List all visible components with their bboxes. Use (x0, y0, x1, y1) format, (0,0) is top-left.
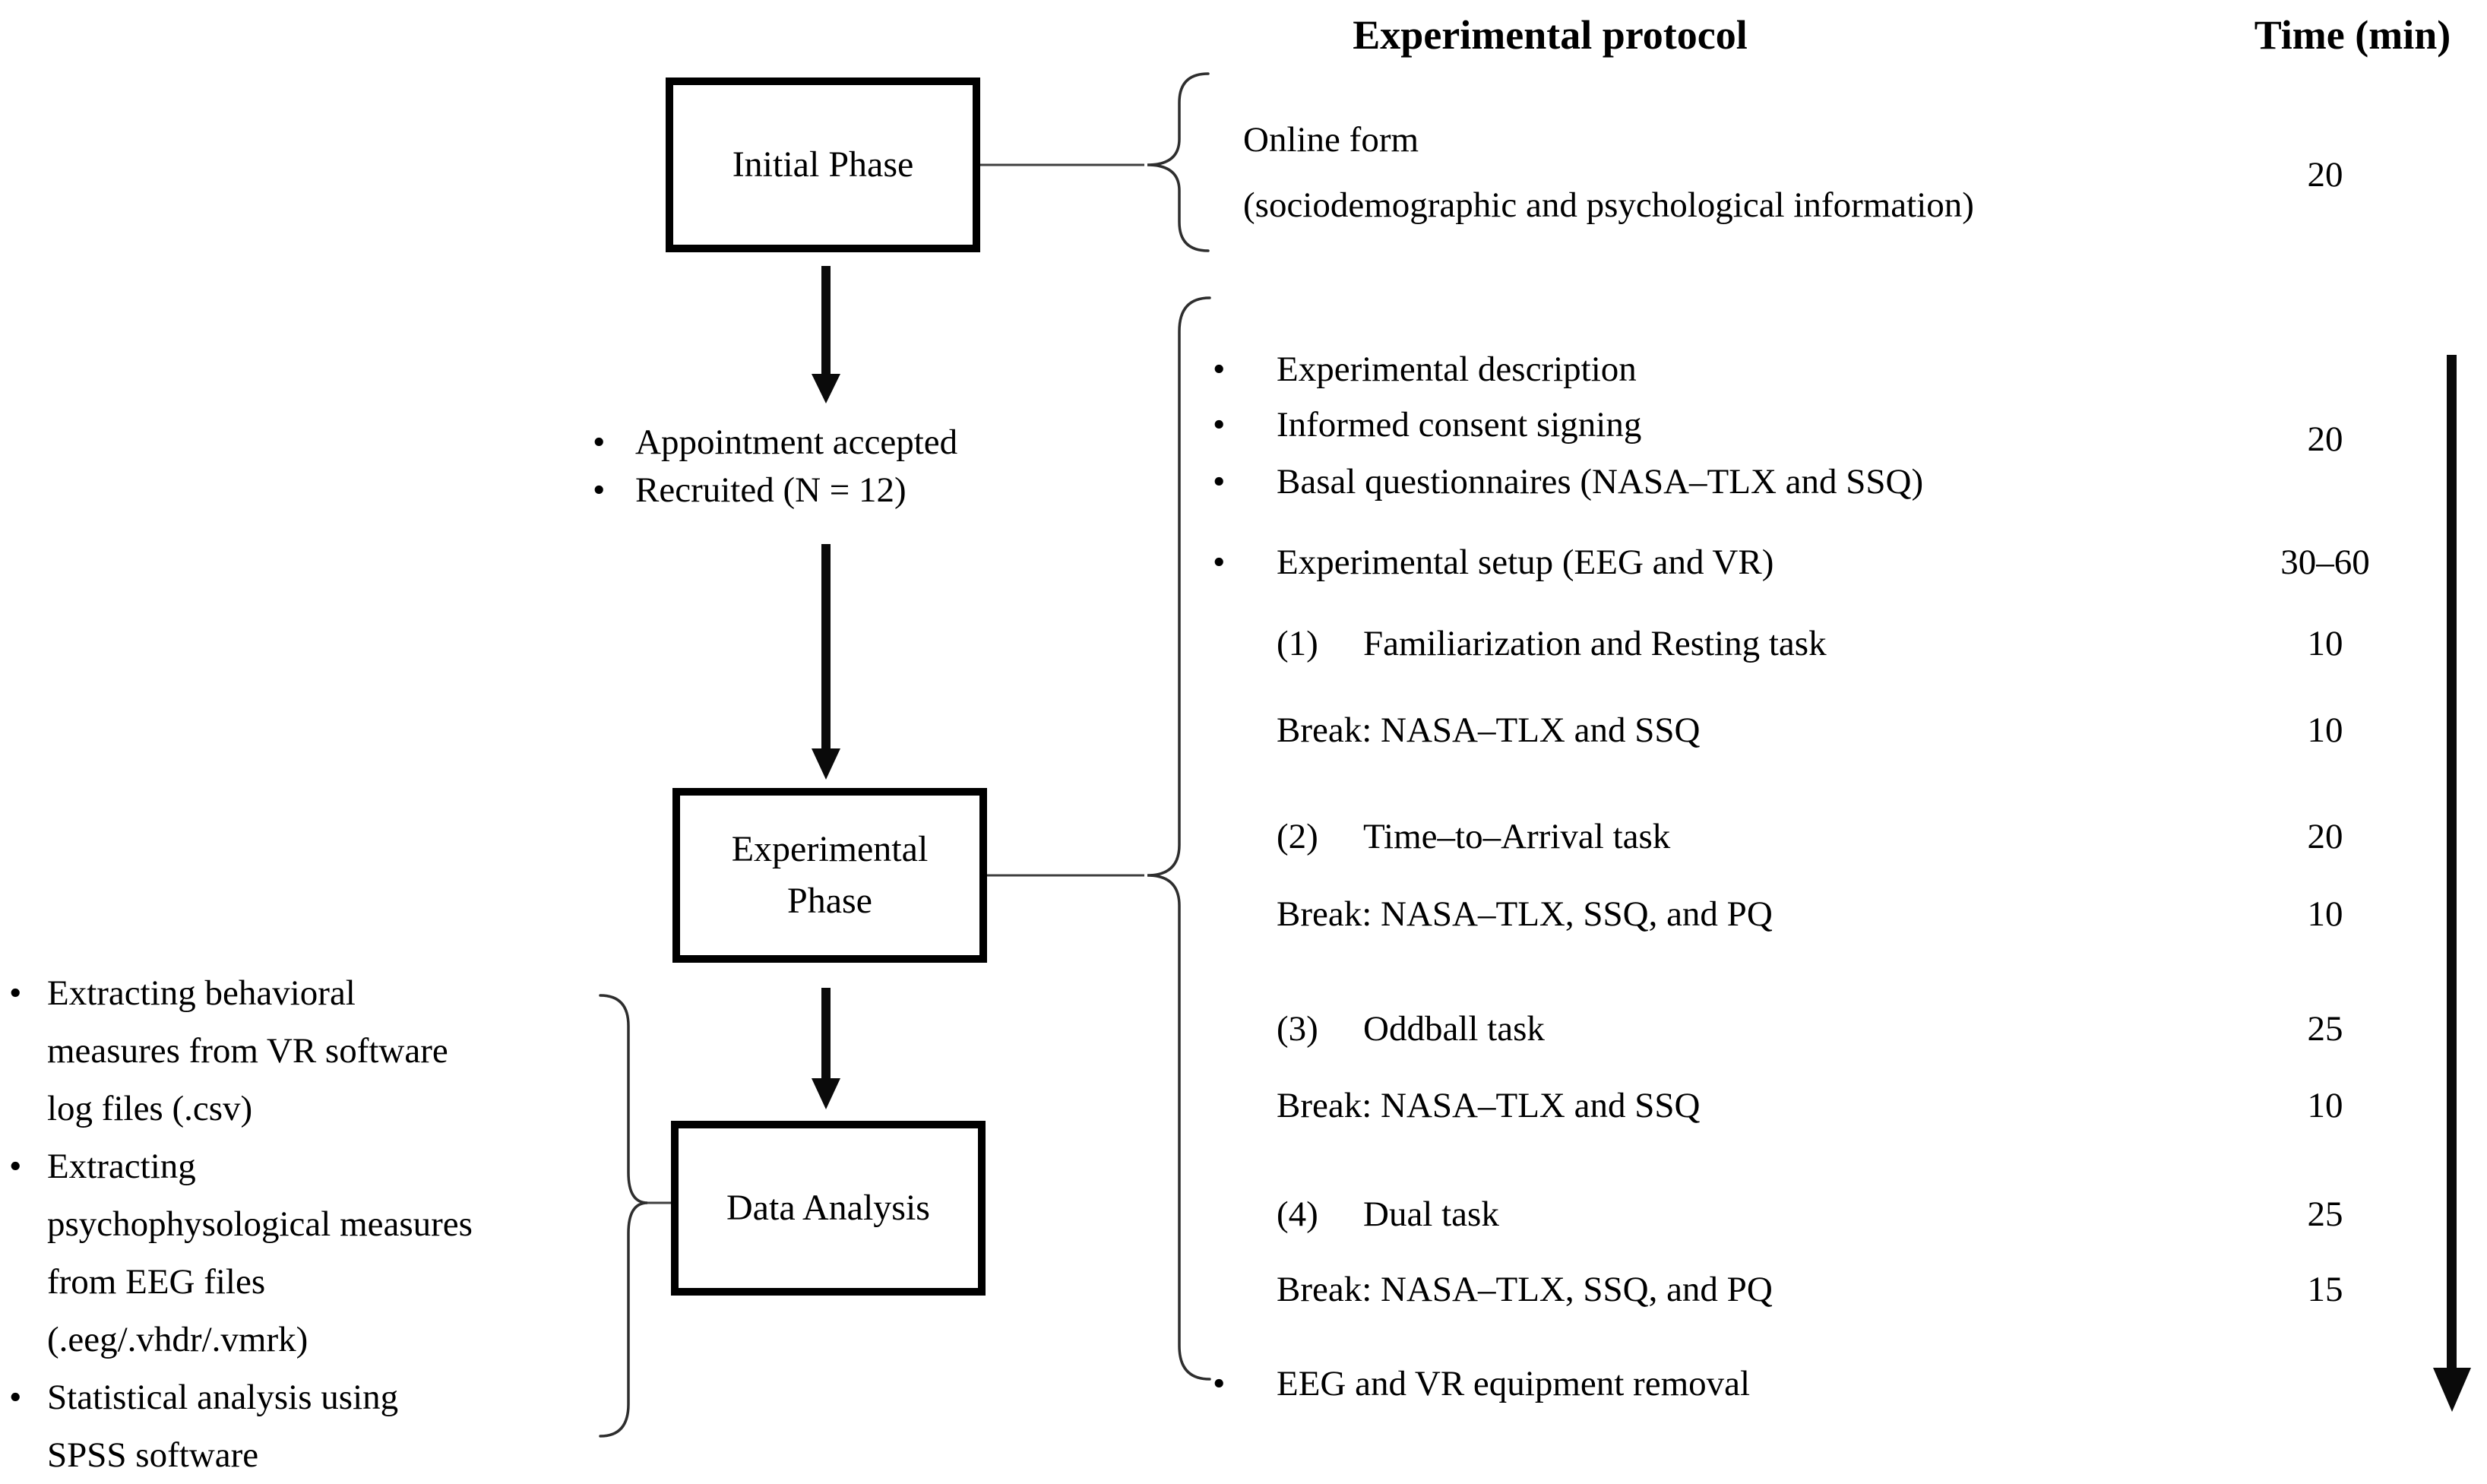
bullet-icon: • (9, 1147, 22, 1186)
time-value: 20 (2307, 419, 2343, 459)
protocol-row (1213, 1262, 1773, 1317)
protocol-row (1213, 703, 1700, 758)
bullet-icon: • (1213, 462, 1226, 502)
list-item (593, 463, 907, 517)
bullet-icon: • (9, 973, 22, 1013)
time-value: 10 (2307, 894, 2343, 934)
data-analysis-box (671, 1121, 986, 1296)
list-item (9, 1138, 533, 1369)
down-arrow-icon-1 (812, 266, 840, 403)
online-form-line: (sociodemographic and psychological information) (1243, 185, 1974, 225)
bullet-icon: • (593, 422, 606, 462)
bullet-icon: • (1213, 405, 1226, 445)
protocol-row (1213, 809, 1670, 864)
protocol-item-text: Experimental description (1277, 350, 1637, 389)
list-item (593, 415, 957, 470)
recruitment-bullet-text: Recruited (N = 12) (635, 470, 907, 510)
brace-data-analysis-group (600, 995, 647, 1436)
analysis-item-line: Statistical analysis using (47, 1378, 399, 1417)
protocol-item-number: (1) (1277, 624, 1318, 663)
brace-online-form-group (1147, 74, 1208, 251)
analysis-item-line: Extracting behavioral (47, 973, 356, 1013)
brace-experimental-group (1147, 298, 1210, 1379)
analysis-item-line: SPSS software (47, 1435, 259, 1475)
bullet-icon: • (1213, 1364, 1226, 1403)
experimental-phase-box (672, 788, 987, 963)
protocol-item-text: Basal questionnaires (NASA–TLX and SSQ) (1277, 462, 1924, 502)
protocol-row (1213, 1001, 1545, 1056)
protocol-item-text: Time–to–Arrival task (1363, 817, 1671, 856)
bullet-icon: • (1213, 543, 1226, 582)
protocol-item-number: (4) (1277, 1194, 1318, 1234)
down-arrow-icon-3 (812, 988, 840, 1109)
protocol-item-text: Informed consent signing (1277, 405, 1642, 445)
protocol-row (1213, 616, 1827, 671)
recruitment-bullet-text: Appointment accepted (635, 422, 958, 462)
time-value: 10 (2307, 624, 2343, 663)
bullet-icon: • (1213, 350, 1226, 389)
analysis-bullet-list (9, 964, 533, 1484)
list-item (9, 1369, 533, 1484)
bullet-icon: • (9, 1378, 22, 1417)
protocol-row (1213, 454, 1923, 509)
time-value: 20 (2307, 155, 2343, 195)
analysis-item-line: psychophysological measures (47, 1204, 473, 1244)
time-value: 30–60 (2280, 543, 2370, 582)
protocol-row (1213, 397, 1641, 452)
time-value: 15 (2307, 1270, 2343, 1309)
time-value: 25 (2307, 1194, 2343, 1234)
protocol-item-text: Break: NASA–TLX and SSQ (1277, 710, 1701, 750)
list-item (9, 964, 533, 1138)
protocol-item-number: (2) (1277, 817, 1318, 856)
protocol-item-text: Break: NASA–TLX, SSQ, and PQ (1277, 894, 1773, 934)
protocol-item-text: Break: NASA–TLX and SSQ (1277, 1086, 1701, 1125)
protocol-row (1213, 1187, 1499, 1242)
protocol-row (1213, 535, 1773, 590)
protocol-item-text: Oddball task (1363, 1009, 1545, 1049)
initial-phase-label: Initial Phase (732, 144, 914, 185)
protocol-row (1213, 1078, 1700, 1133)
timeline-arrow-icon (2433, 355, 2471, 1412)
down-arrow-icon-2 (812, 544, 840, 780)
data-analysis-label: Data Analysis (726, 1188, 930, 1228)
protocol-row (1213, 342, 1637, 397)
protocol-item-text: Break: NASA–TLX, SSQ, and PQ (1277, 1270, 1773, 1309)
protocol-row (1213, 887, 1773, 941)
bullet-icon: • (593, 470, 606, 510)
protocol-column-title: Experimental protocol (1353, 12, 1748, 58)
protocol-item-text: Familiarization and Resting task (1363, 624, 1827, 663)
analysis-item-line: (.eeg/.vhdr/.vmrk) (47, 1320, 309, 1359)
time-value: 25 (2307, 1009, 2343, 1049)
protocol-row (1213, 1356, 1750, 1411)
time-value: 10 (2307, 710, 2343, 750)
protocol-item-text: Experimental setup (EEG and VR) (1277, 543, 1774, 582)
time-column-title: Time (min) (2254, 12, 2451, 58)
time-value: 10 (2307, 1086, 2343, 1125)
initial-phase-box (666, 78, 980, 252)
online-form-line: Online form (1243, 120, 1419, 160)
analysis-item-line: Extracting (47, 1147, 196, 1186)
protocol-item-text: EEG and VR equipment removal (1277, 1364, 1751, 1403)
analysis-item-line: from EEG files (47, 1262, 266, 1302)
experimental-phase-label: Experimental Phase (731, 829, 929, 921)
analysis-item-line: log files (.csv) (47, 1089, 253, 1128)
analysis-item-line: measures from VR software (47, 1031, 448, 1071)
protocol-item-number: (3) (1277, 1009, 1318, 1049)
time-value: 20 (2307, 817, 2343, 856)
protocol-item-text: Dual task (1363, 1194, 1499, 1234)
